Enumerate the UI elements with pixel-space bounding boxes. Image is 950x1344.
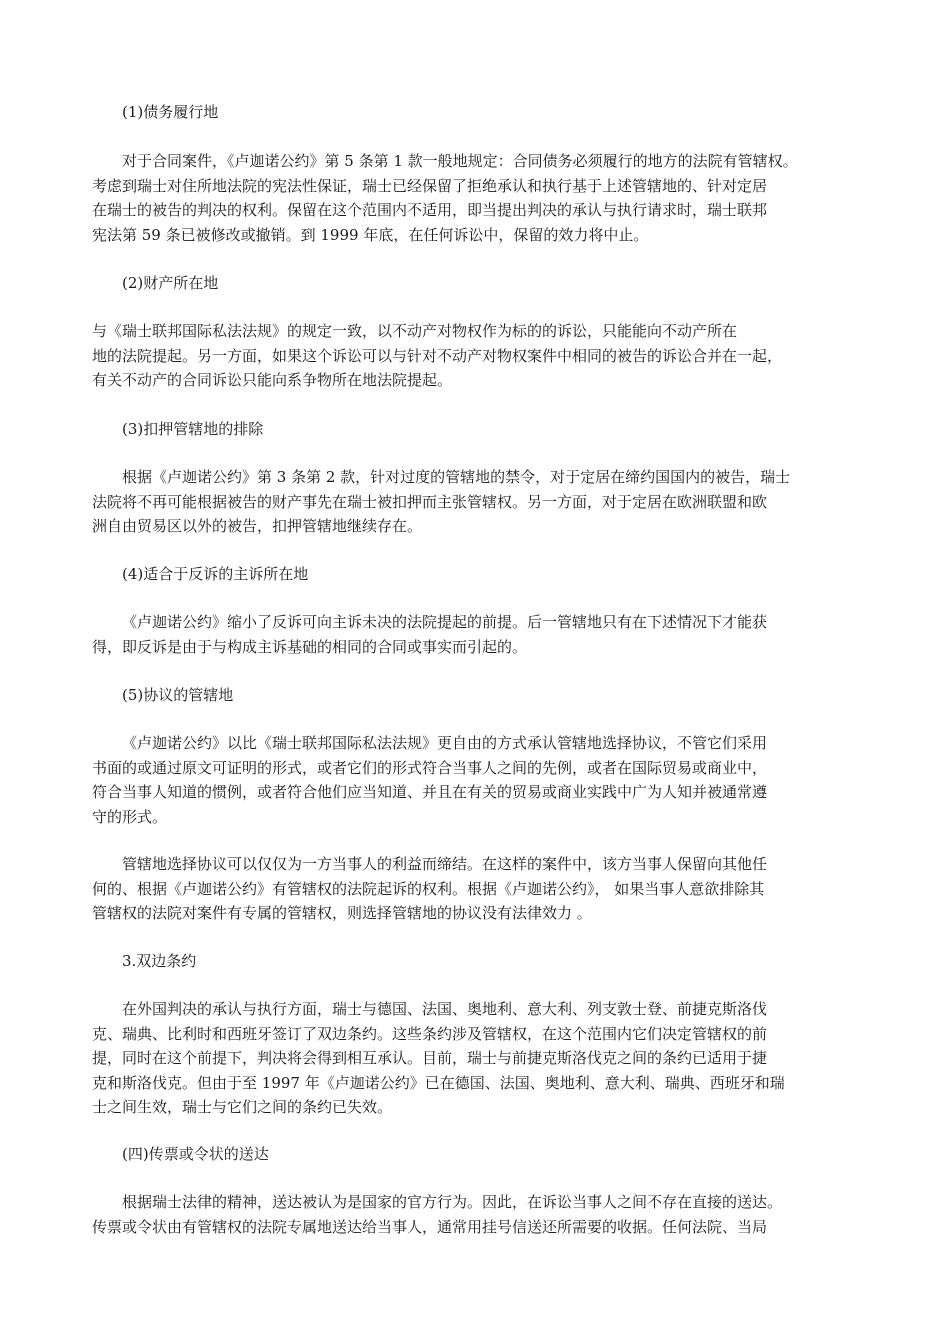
text-line: 提，同时在这个前提下，判决将会得到相互承认。目前，瑞士与前捷克斯洛伐克之间的条约已适用于捷	[92, 1049, 768, 1067]
text-line: 根据瑞士法律的精神，送达被认为是国家的官方行为。因此，在诉讼当事人之间不存在直接的送达。	[122, 1193, 783, 1211]
text-line: 管辖地选择协议可以仅仅为一方当事人的利益而缔结。在这样的案件中，该方当事人保留向其他任	[122, 855, 768, 873]
text-line: 书面的或通过原文可证明的形式，或者它们的形式符合当事人之间的先例，或者在国际贸易或商业中，	[92, 758, 768, 777]
heading-attachment-jurisdiction: (3)扣押管辖地的排除	[122, 420, 264, 438]
text-line: 与《瑞士联邦国际私法法规》的规定一致，以不动产对物权作为标的的诉讼，只能能向不动产所在	[92, 322, 738, 340]
text-line: 守的形式。	[92, 807, 168, 826]
paragraph-forum-agreement-benefit	[92, 852, 872, 926]
text-line: 传票或令状由有管辖权的法院专属地送达给当事人，通常用挂号信送还所需要的收据。任何法院、当局	[92, 1217, 768, 1236]
paragraph-bilateral-treaties	[92, 997, 872, 1120]
paragraph-choice-of-forum	[92, 731, 872, 829]
paragraph-contract-cases	[92, 149, 872, 247]
text-line: 符合当事人知道的惯例，或者符合他们应当知道、并且在有关的贸易或商业实践中广为人知并被通常遵	[92, 783, 768, 801]
text-line: 根据《卢迦诺公约》第 3 条第 2 款，针对过度的管辖地的禁令，对于定居在缔约国国内的被告，瑞士	[122, 468, 791, 486]
text-line: 洲自由贸易区以外的被告，扣押管辖地继续存在。	[92, 517, 423, 535]
heading-counterclaim: (4)适合于反诉的主诉所在地	[122, 565, 309, 583]
text-line: 何的、根据《卢迦诺公约》有管辖权的法院起诉的权利。根据《卢迦诺公约》， 如果当事人意欲排除其	[92, 879, 765, 898]
text-line: 克和斯洛伐克。但由于至 1997 年《卢迦诺公约》已在德国、法国、奥地利、意大利、瑞典、西班牙和瑞	[92, 1073, 785, 1092]
text-line: 考虑到瑞士对住所地法院的宪法性保证，瑞士已经保留了拒绝承认和执行基于上述管辖地的、针对定居	[92, 176, 768, 195]
heading-bilateral-treaties: 3.双边条约	[122, 952, 197, 970]
paragraph-service-of-process	[92, 1190, 872, 1239]
text-line: 在外国判决的承认与执行方面，瑞士与德国、法国、奥地利、意大利、列支敦士登、前捷克斯洛伐	[122, 1000, 768, 1018]
heading-property-location: (2)财产所在地	[122, 274, 219, 292]
text-line: 对于合同案件，《卢迦诺公约》第 5 条第 1 款一般地规定：合同债务必须履行的地方的法院有管辖权。	[122, 152, 798, 170]
text-line: 《卢迦诺公约》以比《瑞士联邦国际私法法规》更自由的方式承认管辖地选择协议，不管它们采用	[122, 734, 768, 752]
text-line: 宪法第 59 条已被修改或撤销。到 1999 年底，在任何诉讼中，保留的效力将中止。	[92, 225, 649, 244]
text-line: 法院将不再可能根据被告的财产事先在瑞士被扣押而主张管辖权。另一方面，对于定居在欧洲联盟和欧	[92, 492, 768, 511]
text-line: 管辖权的法院对案件有专属的管辖权，则选择管辖地的协议没有法律效力 。	[92, 904, 592, 922]
paragraph-excessive-jurisdiction	[92, 465, 872, 539]
paragraph-immovable-property	[92, 319, 872, 393]
text-line: 有关不动产的合同诉讼只能向系争物所在地法院提起。	[92, 371, 453, 389]
text-line: 在瑞士的被告的判决的权利。保留在这个范围内不适用，即当提出判决的承认与执行请求时，瑞士联邦	[92, 201, 768, 219]
text-line: 《卢迦诺公约》缩小了反诉可向主诉未决的法院提起的前提。后一管辖地只有在下述情况下才能获	[122, 613, 768, 631]
text-line: 士之间生效，瑞士与它们之间的条约已失效。	[92, 1098, 393, 1116]
heading-debt-performance-place: (1)债务履行地	[122, 103, 219, 121]
heading-service-of-process: (四)传票或令状的送达	[122, 1145, 269, 1163]
text-line: 克、瑞典、比利时和西班牙签订了双边条约。这些条约涉及管辖权，在这个范围内它们决定管辖权的前	[92, 1024, 768, 1043]
text-line: 地的法院提起。另一方面，如果这个诉讼可以与针对不动产对物权案件中相同的被告的诉讼合并在一起，	[92, 346, 783, 365]
text-line: 得，即反诉是由于与构成主诉基础的相同的合同或事实而引起的。	[92, 637, 528, 656]
heading-agreed-jurisdiction: (5)协议的管辖地	[122, 686, 234, 704]
paragraph-counterclaim	[92, 610, 872, 659]
